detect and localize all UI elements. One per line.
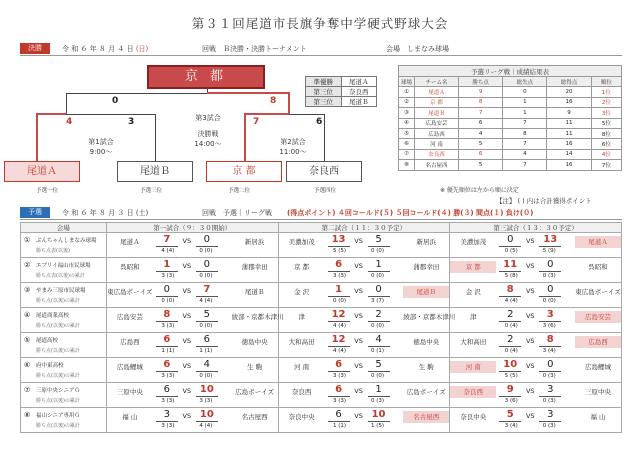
game-cell <box>279 358 450 382</box>
away-points: 0 (3) <box>542 423 556 429</box>
away-team: 生 駒 <box>418 363 434 371</box>
game-cell <box>279 233 450 257</box>
game-cell <box>279 333 450 357</box>
venue-row <box>21 358 622 383</box>
away-team: 福 山 <box>590 413 606 421</box>
away-score: 8 <box>546 334 554 345</box>
venue-number: ③ <box>24 286 31 294</box>
venue-sub: 勝ち点(以後)の累計 <box>36 348 80 354</box>
venue-row <box>21 308 622 333</box>
game-cell <box>107 333 278 357</box>
home-points: 5 (8) <box>504 273 518 279</box>
final-left-score: 0 <box>112 96 119 106</box>
vs-label: VS <box>182 337 192 345</box>
away-points: 0 (0) <box>371 373 385 379</box>
prelim-date: 令 和 ６ 年 ８ 月 ３ 日 (土) <box>62 209 149 217</box>
home-team: 奈良西 <box>450 386 496 398</box>
home-points: 3 (3) <box>333 273 347 279</box>
final-right-score: 8 <box>270 96 277 106</box>
points-note: 【注】 ( ) 内は合計獲得ポイント <box>496 197 592 205</box>
bracket-team-2: 尾道Ｂ <box>117 161 193 182</box>
away-score: 1 <box>375 384 382 395</box>
vs-label: VS <box>182 237 192 245</box>
vs-label: VS <box>182 387 192 395</box>
venue-cell <box>21 383 106 407</box>
home-team: 津 <box>298 313 305 321</box>
game2-label: 第2試合 11:00～ <box>279 138 307 156</box>
away-score: 1 <box>375 259 382 270</box>
game-cell <box>450 358 621 382</box>
away-team: 広島西 <box>575 336 621 348</box>
venue-name: 府中東高校 <box>36 363 64 369</box>
away-score: 4 <box>375 334 382 345</box>
league-row: ⑦ 奈良西 6 4 14 4位 <box>399 149 622 159</box>
game-cell <box>279 258 450 282</box>
vs-label: VS <box>354 237 363 245</box>
venue-cell <box>21 233 106 257</box>
final-date: 令 和 ６ 年 ８ 月 ４ 日 (日) <box>62 45 149 53</box>
home-team: 広島西 <box>120 338 140 346</box>
vs-label: VS <box>354 262 363 270</box>
home-score: 6 <box>335 259 343 270</box>
home-score: 8 <box>163 309 171 320</box>
home-points: 3 (3) <box>161 373 175 379</box>
home-points: 1 (1) <box>161 348 175 354</box>
away-points: 0 (0) <box>542 298 556 304</box>
vs-label: VS <box>354 312 363 320</box>
home-score: 8 <box>506 284 514 295</box>
away-points: 0 (3) <box>542 373 556 379</box>
home-points: 3 (3) <box>161 273 175 279</box>
home-score: 0 <box>507 234 514 245</box>
venue-number: ② <box>24 261 31 269</box>
home-score: 12 <box>331 334 346 345</box>
venue-sub: 勝ち点表(以後) <box>36 248 70 254</box>
home-points: 1 (1) <box>333 423 347 429</box>
home-points: 3 (4) <box>504 423 518 429</box>
home-team: 京 都 <box>450 261 496 273</box>
venue-cell <box>21 333 106 357</box>
game-cell <box>107 308 284 332</box>
prelim-round: 回戦 予選｜リーグ戦 <box>202 209 272 217</box>
home-team: 金 沢 <box>294 288 310 296</box>
seed-label: 予選一位 <box>36 188 59 194</box>
away-team: 綾部・京都木津川 <box>403 313 456 321</box>
game-cell <box>450 308 621 332</box>
home-score: 2 <box>507 309 514 320</box>
home-team: 河 南 <box>294 363 310 371</box>
away-team: 名古屋西 <box>241 413 268 421</box>
home-points: 0 (4) <box>504 323 518 329</box>
away-team: 広島鯉城 <box>585 363 611 371</box>
home-points: 0 (4) <box>504 348 518 354</box>
away-team: 蒲郡幸田 <box>241 263 268 271</box>
away-score: 2 <box>375 309 382 320</box>
away-team: 広島安芸 <box>575 311 621 323</box>
divider <box>20 219 622 220</box>
home-team: 美濃加茂 <box>288 238 315 246</box>
game-cell <box>107 408 278 432</box>
game-cell <box>279 283 450 307</box>
game2-left-score: 7 <box>253 117 260 127</box>
final-venue: 会場 しまなみ球場 <box>386 45 449 53</box>
away-score: 3 <box>547 409 554 420</box>
game-cell <box>450 258 621 282</box>
league-row: ⑤ 広島西 4 8 11 8位 <box>399 128 622 138</box>
home-team: 京 都 <box>294 263 310 271</box>
vs-label: VS <box>525 287 535 295</box>
away-score: 10 <box>371 409 386 420</box>
home-team: 尾道Ａ <box>120 238 140 246</box>
venue-row <box>21 233 622 258</box>
game-cell <box>107 283 278 307</box>
away-score: 0 <box>203 259 211 270</box>
home-points: 5 (5) <box>504 373 518 379</box>
game-cell <box>107 358 278 382</box>
venue-name: やまみ三原市民球場 <box>36 288 86 294</box>
home-score: 11 <box>503 259 518 270</box>
home-score: 6 <box>163 384 171 395</box>
vs-label: VS <box>354 337 363 345</box>
away-team: 徳島中央 <box>241 338 268 346</box>
home-score: 9 <box>506 384 514 395</box>
home-team: 奈良西 <box>291 388 312 396</box>
home-score: 10 <box>503 359 518 370</box>
home-team: 津 <box>470 313 477 321</box>
away-score: 0 <box>375 284 382 295</box>
page-title: 第３１回尾道市長旗争奪中学硬式野球大会 <box>191 16 449 31</box>
away-team: 新居浜 <box>244 238 265 246</box>
away-points: 0 (0) <box>199 373 213 379</box>
game-cell <box>107 383 278 407</box>
vs-label: VS <box>354 362 363 370</box>
away-points: 0 (0) <box>371 248 385 254</box>
home-score: 12 <box>331 309 346 320</box>
venue-sub: 勝ち点表(以後)の累計 <box>36 273 85 279</box>
game-cell <box>450 408 621 432</box>
home-points: 0 (5) <box>504 248 518 254</box>
game-cell <box>279 408 450 432</box>
away-points: 0 (3) <box>542 273 556 279</box>
home-team: 大和高田 <box>288 338 315 346</box>
venue-number: ⑥ <box>24 361 31 369</box>
divider <box>20 55 622 56</box>
away-score: 10 <box>199 384 214 395</box>
game-cell <box>279 308 456 332</box>
home-score: 6 <box>163 359 171 370</box>
home-points: 3 (3) <box>161 398 175 404</box>
away-team: 生 駒 <box>247 363 263 371</box>
away-team: 広島ボーイズ <box>235 388 275 396</box>
home-team: 三原中央 <box>116 388 143 396</box>
away-points: 0 (0) <box>371 323 385 329</box>
home-points: 4 (4) <box>333 323 347 329</box>
away-points: 3 (4) <box>542 348 556 354</box>
venue-name: 尾道高校 <box>36 338 59 344</box>
away-points: 0 (3) <box>371 398 385 404</box>
vs-label: VS <box>525 412 535 420</box>
away-team: 徳島中央 <box>413 338 440 346</box>
home-score: 13 <box>331 234 346 245</box>
venue-number: ④ <box>24 311 31 319</box>
home-points: 3 (3) <box>161 423 175 429</box>
away-score: 0 <box>203 234 211 245</box>
away-score: 3 <box>546 309 554 320</box>
away-points: 0 (0) <box>199 323 213 329</box>
league-note: ※ 優先順位は左から順に決定 <box>440 187 519 194</box>
bracket-team-3: 京 都 <box>206 161 282 182</box>
away-score: 6 <box>203 334 211 345</box>
home-score: 1 <box>163 259 171 270</box>
vs-label: VS <box>182 362 192 370</box>
seed-label: 予選二位 <box>228 188 251 194</box>
venue-sub: 勝ち点(以後)の累計 <box>36 373 80 379</box>
venue-number: ① <box>24 236 31 244</box>
home-points: 4 (4) <box>504 298 518 304</box>
vs-label: VS <box>525 337 535 345</box>
away-points: 0 (0) <box>199 273 213 279</box>
game3-label: 第3試合 決勝戦 14:00～ <box>194 114 222 148</box>
home-team: 呉昭和 <box>120 263 140 271</box>
home-points: 3 (3) <box>161 323 175 329</box>
away-score: 3 <box>547 384 554 395</box>
prelim-tag: 予選 <box>20 207 50 218</box>
venue-name: 三原中央シニアＧ <box>36 388 81 394</box>
away-score: 13 <box>543 234 558 245</box>
vs-label: VS <box>182 262 192 270</box>
league-row: ⑧ 名古屋西 5 7 16 7位 <box>399 160 622 170</box>
game-cell <box>450 383 621 407</box>
vs-label: VS <box>354 287 363 295</box>
league-row: ⑥ 河 南 5 7 16 6位 <box>399 139 622 149</box>
home-points: 5 (5) <box>333 248 347 254</box>
venue-number: ⑦ <box>24 386 31 394</box>
home-team: 大和高田 <box>460 338 487 346</box>
home-points: 3 (3) <box>333 373 347 379</box>
away-score: 0 <box>547 359 554 370</box>
league-row: ① 尾道Ａ 9 0 20 1位 <box>399 87 622 97</box>
venue-row <box>21 333 622 358</box>
home-score: 5 <box>506 409 514 420</box>
league-row: ③ 尾道Ｂ 7 1 9 3位 <box>399 108 622 118</box>
venue-sub: 勝ち点(以後)の累計 <box>36 298 80 304</box>
league-results-table: 予選リーグ戦｜成績結果表 球場 チーム名 勝ち点 総失点 総得点 順位 ① 尾道Ａ 9 0 20 1位 ② 京 都 8 1 16 2位 ③ 尾道Ｂ 7 1 9 3位 ④ 広島安芸 6 7 11 5位 ⑤ 広島西 4 8 11 8位 ⑥ 河 南 5 7 16 6位 ⑦ 奈良西 6 4 14 4位 ⑧ 名古屋西 5 7 16 7位 <box>398 65 622 171</box>
vs-label: VS <box>354 387 363 395</box>
vs-label: VS <box>525 237 535 245</box>
venue-cell <box>21 358 106 382</box>
game-cell <box>450 233 621 257</box>
vs-label: VS <box>525 262 535 270</box>
venue-number: ⑧ <box>24 411 31 419</box>
away-team: 綾部・京都木津川 <box>231 313 284 321</box>
away-points: 0 (0) <box>371 273 385 279</box>
game-cell <box>450 333 621 357</box>
vs-label: VS <box>182 287 192 295</box>
home-score: 0 <box>163 284 171 295</box>
away-points: 0 (1) <box>371 348 385 354</box>
bracket-team-4: 奈良西 <box>286 161 362 182</box>
away-points: 3 (7) <box>371 298 385 304</box>
venue-row <box>21 283 622 308</box>
away-score: 5 <box>375 234 382 245</box>
away-team: 蒲郡幸田 <box>413 263 440 271</box>
away-team: 東広島ボーイズ <box>575 288 621 296</box>
final-tag: 決勝 <box>20 43 50 54</box>
home-score: 1 <box>335 284 343 295</box>
home-score: 6 <box>335 359 343 370</box>
home-points: 3 (6) <box>504 398 518 404</box>
home-score: 6 <box>335 409 342 420</box>
home-points: 4 (4) <box>333 348 347 354</box>
venue-row <box>21 408 622 433</box>
game1-right-score: 3 <box>128 117 135 127</box>
away-score: 0 <box>547 259 554 270</box>
away-points: 0 (3) <box>542 398 556 404</box>
venue-sub: 勝ち点(以後)の累計 <box>36 423 80 429</box>
home-score: 7 <box>163 234 171 245</box>
venue-sub: 勝ち点(以後)の累計 <box>36 323 80 329</box>
vs-label: VS <box>525 312 535 320</box>
away-score: 5 <box>375 359 382 370</box>
seed-label: 予選三位 <box>140 188 163 194</box>
venue-number: ⑤ <box>24 336 31 344</box>
away-points: 1 (1) <box>199 348 213 354</box>
home-points: 0 (0) <box>161 298 175 304</box>
champion-box: 京 都 <box>147 65 265 89</box>
game-cell <box>107 258 278 282</box>
vs-label: VS <box>182 312 192 320</box>
home-score: 6 <box>335 384 343 395</box>
final-round: 回戦 Ｂ決勝・決勝トーナメント <box>202 45 307 53</box>
away-points: 0 (0) <box>199 248 213 254</box>
home-score: 6 <box>163 334 171 345</box>
game2-right-score: 6 <box>316 117 323 127</box>
home-team: 広島鯉城 <box>116 363 143 371</box>
game1-left-score: 4 <box>66 117 73 127</box>
venue-cell <box>21 308 106 332</box>
home-points: 4 (4) <box>161 248 175 254</box>
vs-label: VS <box>525 387 535 395</box>
away-score: 0 <box>547 284 554 295</box>
prelim-table: 会場 第一試合（９：３０開始） 第二試合（１１：３０予定） 第三試合（１３：３０予定） ① ぶんちゃんしまなみ球場 勝ち点表(以後) 尾道Ａ 7 VS 0 新居浜 4 (4) 0 (0) 美濃加茂 13 VS 5 新居浜 5 (5) 0 (0) 美濃加茂 0 VS 13 尾道Ａ 0 (5) 5 (9) ② エブリイ福山市民球場 勝ち点表(以後)の累計 呉昭和 1 VS 0 蒲郡幸田 3 (3) 0 (0) 京 都 6 VS 1 蒲郡幸田 3 (3) 0 (0) 京 都 11 VS 0 呉昭和 5 (8) 0 (3) ③ やまみ三原市民球場 勝ち点(以後)の累計 東広島ボーイズ 0 VS 7 尾道Ｂ 0 (0) 4 (4) 金 沢 1 VS 0 尾道Ｂ 0 (0) 3 (7) 金 沢 8 VS 0 東広島ボーイズ 4 (4) 0 (0) ④ 尾道商業高校 勝ち点(以後)の累計 広島安芸 8 VS 5 綾部・京都木津川 3 (3) 0 (0) 津 12 VS 2 綾部・京都木津川 4 (4) 0 (0) 津 2 VS 3 広島安芸 0 (4) 3 (6) ⑤ 尾道高校 勝ち点(以後)の累計 広島西 6 VS 6 徳島中央 1 (1) 1 (1) 大和高田 12 VS 4 徳島中央 4 (4) 0 (1) 大和高田 2 VS 8 広島西 0 (4) 3 (4) ⑥ 府中東高校 勝ち点(以後)の累計 広島鯉城 6 VS 4 生 駒 3 (3) 0 (0) 河 南 6 VS 5 生 駒 3 (3) 0 (0) 河 南 10 VS 0 広島鯉城 5 (5) 0 (3) ⑦ 三原中央シニアＧ 勝ち点(以後)の累計 三原中央 6 VS 10 広島ボーイズ 3 (3) 3 (3) 奈良西 6 VS 1 広島ボーイズ 3 (3) 0 (3) 奈良西 9 VS 3 三原中央 3 (6) 0 (3) ⑧ 福山シニア専用Ｇ 勝ち点(以後)の累計 福 山 3 VS 10 名古屋西 3 (3) 4 (4) 奈良中央 6 VS 10 名古屋西 1 (1) 1 (5) 奈良中央 5 VS 3 福 山 3 (4) 0 (3) <box>20 222 622 433</box>
away-team: 広島ボーイズ <box>406 388 446 396</box>
away-team: 名古屋西 <box>403 411 449 423</box>
game1-label: 第1試合 9:00～ <box>88 138 114 156</box>
home-team: 河 南 <box>450 361 496 373</box>
away-team: 尾道Ａ <box>575 236 621 248</box>
away-team: 尾道Ｂ <box>403 286 449 298</box>
home-points: 3 (3) <box>333 398 347 404</box>
away-points: 3 (6) <box>542 323 556 329</box>
vs-label: VS <box>525 362 535 370</box>
places-table: 準優勝 尾道Ａ 第三位 奈良西 第三位 尾道Ｂ <box>305 76 377 107</box>
away-points: 3 (3) <box>199 398 213 404</box>
venue-name: 福山シニア専用Ｇ <box>36 413 81 419</box>
venue-name: 尾道商業高校 <box>36 313 70 319</box>
league-row: ② 京 都 8 1 16 2位 <box>399 97 622 107</box>
away-team: 新居浜 <box>416 238 437 246</box>
seed-label: 予選四位 <box>314 188 337 194</box>
home-team: 金 沢 <box>465 288 481 296</box>
home-team: 奈良中央 <box>288 413 315 421</box>
home-team: 福 山 <box>122 413 138 421</box>
game-cell <box>107 233 278 257</box>
venue-cell <box>21 408 106 432</box>
away-points: 5 (9) <box>542 248 556 254</box>
home-score: 3 <box>163 409 171 420</box>
away-team: 呉昭和 <box>588 263 608 271</box>
game-cell <box>279 383 450 407</box>
home-points: 0 (0) <box>333 298 347 304</box>
away-score: 10 <box>199 409 214 420</box>
away-team: 尾道Ｂ <box>244 288 265 296</box>
venue-name: ぶんちゃんしまなみ球場 <box>36 238 97 244</box>
away-points: 4 (4) <box>199 298 213 304</box>
venue-cell <box>21 258 106 282</box>
home-team: 美濃加茂 <box>460 238 487 246</box>
game-cell <box>450 283 621 307</box>
vs-label: VS <box>182 412 192 420</box>
vs-label: VS <box>354 412 363 420</box>
points-legend: (得点ポイント) ４回コールド(５) ５回コールド(４) 勝(３) 間点(１) 負け(０) <box>287 209 534 217</box>
away-score: 7 <box>203 284 211 295</box>
home-score: 2 <box>507 334 514 345</box>
league-row: ④ 広島安芸 6 7 11 5位 <box>399 118 622 128</box>
away-points: 4 (4) <box>199 423 213 429</box>
away-team: 三原中央 <box>585 388 611 396</box>
away-score: 4 <box>203 359 211 370</box>
away-points: 1 (5) <box>371 423 385 429</box>
venue-row <box>21 383 622 408</box>
home-team: 広島安芸 <box>116 313 143 321</box>
venue-sub: 勝ち点(以後)の累計 <box>36 398 80 404</box>
venue-name: エブリイ福山市民球場 <box>36 263 91 269</box>
bracket-team-1: 尾道Ａ <box>4 161 80 182</box>
venue-cell <box>21 283 106 307</box>
venue-row <box>21 258 622 283</box>
away-score: 5 <box>203 309 211 320</box>
home-team: 東広島ボーイズ <box>107 288 153 296</box>
home-team: 奈良中央 <box>460 413 487 421</box>
